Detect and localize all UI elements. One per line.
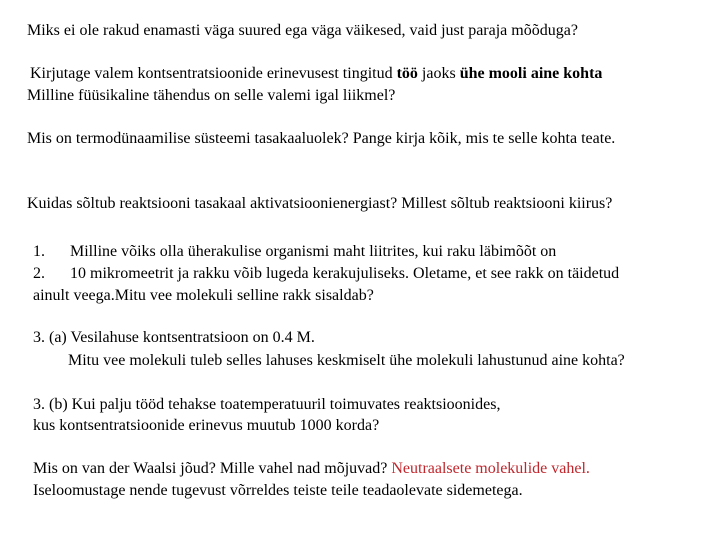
- question-3a-line-2: [68, 351, 625, 371]
- question-3a-line-1: [33, 328, 315, 348]
- question-activation-energy-text: Kuidas sõltub reaktsiooni tasakaal aktivatsioonienergiast? Millest sõltub reaktsiooni kiirus?: [27, 195, 613, 212]
- question-volume-line-3: [33, 286, 374, 306]
- question-formula-meaning-text: Milline füüsikaline tähendus on selle valemi igal liikmel?: [27, 87, 396, 104]
- question-3a-text-1: 3. (a) Vesilahuse kontsentratsioon on 0.4 M.: [33, 329, 315, 346]
- question-volume-text-2: 10 mikromeetrit ja rakku võib lugeda kerakujuliseks. Oletame, et see rakk on täidetud: [70, 265, 620, 282]
- question-equilibrium: [27, 129, 615, 149]
- question-formula-meaning: [27, 86, 395, 106]
- emphasis-work: töö: [396, 65, 418, 82]
- emphasis-per-mole: ühe mooli aine kohta: [459, 65, 603, 82]
- question-volume-text-3: ainult veega.Mitu vee molekuli selline rakk sisaldab?: [33, 287, 374, 304]
- list-number-1: 1.: [33, 243, 45, 260]
- question-equilibrium-text: Mis on termodünaamilise süsteemi tasakaaluolek? Pange kirja kõik, mis te selle kohta teate.: [27, 130, 616, 147]
- question-volume-text-1: Milline võiks olla üherakulise organismi maht liitrites, kui raku läbimõõt on: [70, 243, 557, 260]
- question-van-der-waals-line-2: [33, 481, 523, 501]
- question-formula-text: Kirjutage valem kontsentratsioonide erinevusest tingitud: [30, 65, 397, 82]
- question-3b-text-2: kus kontsentratsioonide erinevus muutub 1000 korda?: [33, 417, 380, 434]
- question-3b-line-2: [33, 416, 379, 436]
- answer-neutral-molecules: Neutraalsete molekulide vahel.: [391, 460, 590, 477]
- question-cell-size: [27, 21, 578, 41]
- question-formula-text-mid: jaoks: [417, 65, 460, 82]
- question-3b-text-1: 3. (b) Kui palju tööd tehakse toatemperatuuril toimuvates reaktsioonides,: [33, 396, 501, 413]
- question-formula-work: [30, 64, 602, 84]
- list-number-2: 2.: [33, 265, 45, 282]
- question-3a-text-2: Mitu vee molekuli tuleb selles lahuses keskmiselt ühe molekuli lahustunud aine kohta?: [68, 352, 625, 369]
- question-activation-energy: [27, 194, 612, 214]
- question-van-der-waals-text: Mis on van der Waalsi jõud? Mille vahel nad mõjuvad?: [33, 460, 392, 477]
- question-3b-line-1: [33, 395, 500, 415]
- question-cell-size-text: Miks ei ole rakud enamasti väga suured ega väga väikesed, vaid just paraja mõõduga?: [27, 22, 578, 39]
- question-van-der-waals-line-1: [33, 459, 590, 479]
- question-volume-line-2: [33, 264, 619, 284]
- question-van-der-waals-text-2: Iseloomustage nende tugevust võrreldes teiste teile teadaolevate sidemetega.: [33, 482, 523, 499]
- question-volume-line-1: [33, 242, 556, 262]
